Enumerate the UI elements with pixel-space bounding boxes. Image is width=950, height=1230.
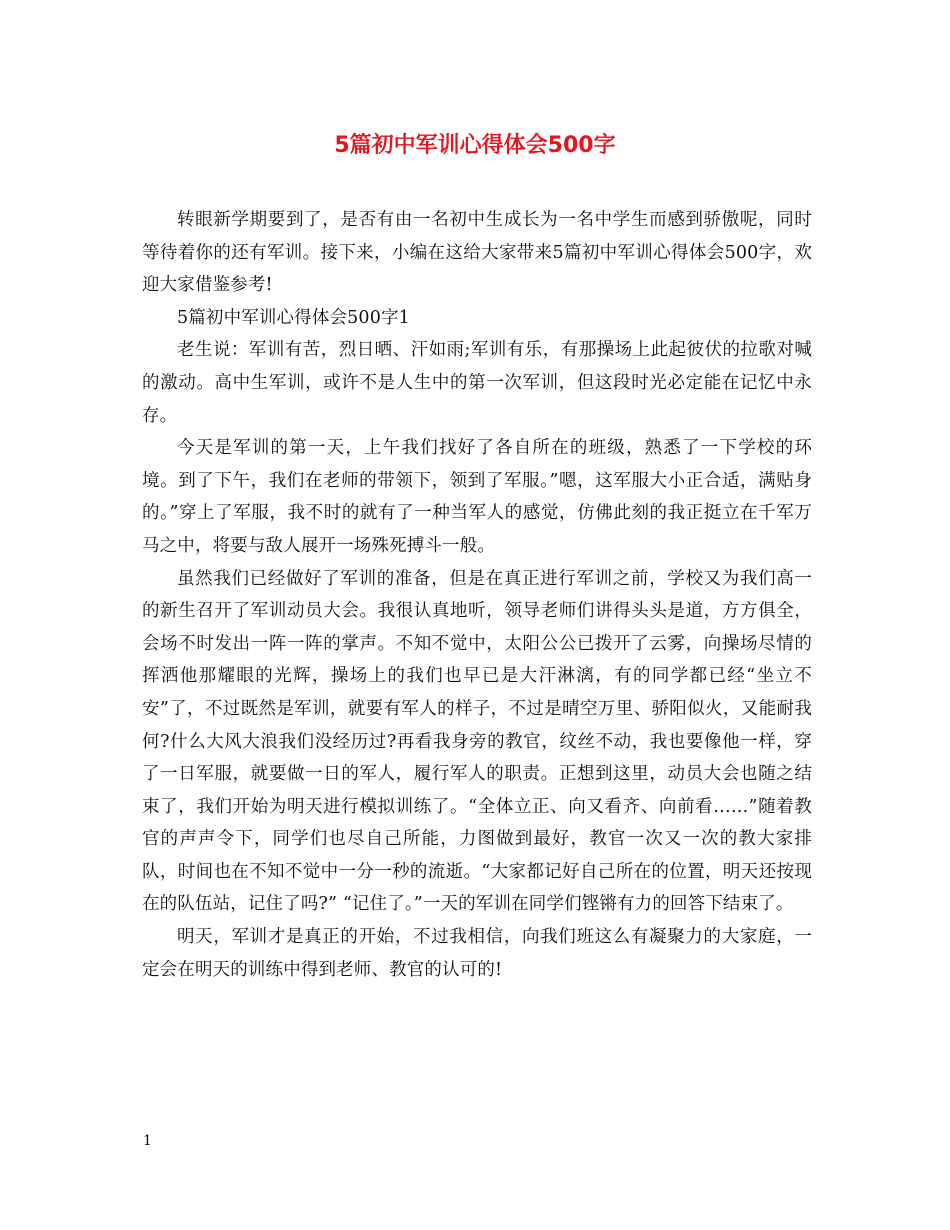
paragraph: 明天，军训才是真正的开始，不过我相信，向我们班这么有凝聚力的大家庭，一定会在明天的训练中得到老师、教官的认可的! [142, 927, 812, 980]
document-title: 5篇初中军训心得体会500字 [334, 133, 616, 158]
page-number: 1 [143, 1133, 152, 1149]
document-body [142, 204, 812, 986]
paragraph: 今天是军训的第一天，上午我们找好了各自所在的班级，熟悉了一下学校的环境。到了下午，我们在老师的带领下，领到了军服。”嗯，这军服大小正合适，满贴身的。”穿上了军服，我不时的就有了一种当军人的感觉，仿佛此刻的我正挺立在千军万马之中，将要与敌人展开一场殊死搏斗一般。 [142, 438, 812, 556]
paragraph: 虽然我们已经做好了军训的准备，但是在真正进行军训之前，学校又为我们高一的新生召开了军训动员大会。我很认真地听，领导老师们讲得头头是道，方方俱全，会场不时发出一阵一阵的掌声。不知不觉中，太阳公公已拨开了云雾，向操场尽情的挥洒他那耀眼的光辉，操场上的我们也早已是大汗淋漓，有的同学都已经“坐立不安”了，不过既然是军训，就要有军人的样子，不过是晴空万里、骄阳似火，又能耐我何?什么大风大浪我们没经历过?再看我身旁的教官，纹丝不动，我也要像他一样，穿了一日军服，就要做一日的军人，履行军人的职责。正想到这里，动员大会也随之结束了，我们开始为明天进行模拟训练了。“全体立正、向又看齐、向前看……”随着教官的声声令下，同学们也尽自己所能，力图做到最好，教官一次又一次的教大家排队，时间也在不知不觉中一分一秒的流逝。“大家都记好自己所在的位置，明天还按现在的队伍站，记住了吗?” “记住了。”一天的军训在同学们铿锵有力的回答下结束了。 [142, 568, 812, 915]
section-heading: 5篇初中军训心得体会500字1 [177, 307, 410, 328]
paragraph: 老生说：军训有苦，烈日晒、汗如雨;军训有乐，有那操场上此起彼伏的拉歌对喊的激动。高中生军训，或许不是人生中的第一次军训，但这段时光必定能在记忆中永存。 [142, 340, 812, 426]
paragraph-intro: 转眼新学期要到了，是否有由一名初中生成长为一名中学生而感到骄傲呢，同时等待着你的还有军训。接下来，小编在这给大家带来5篇初中军训心得体会500字，欢迎大家借鉴参考! [142, 210, 812, 296]
